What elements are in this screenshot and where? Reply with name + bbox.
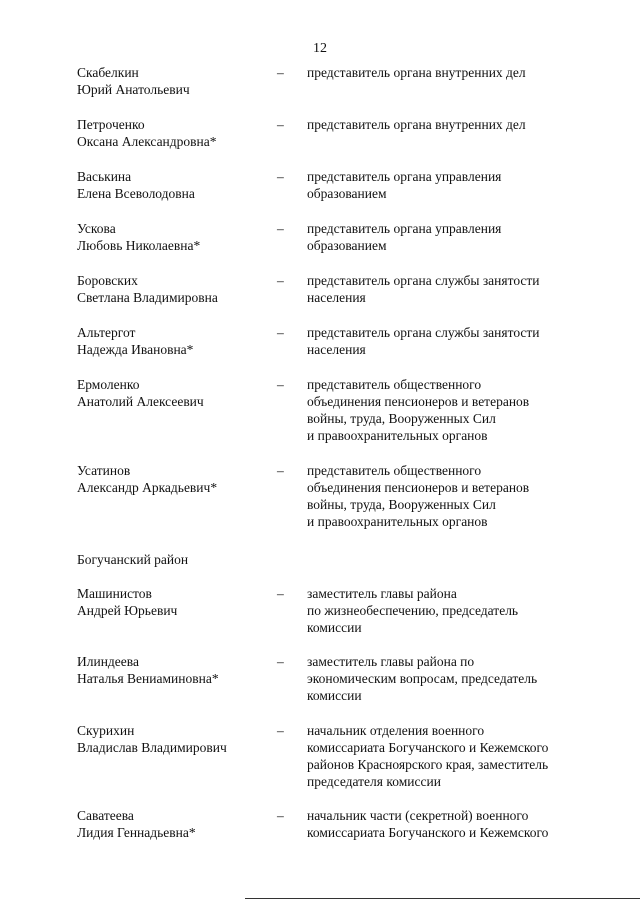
member-role bbox=[307, 64, 607, 81]
member-name bbox=[77, 272, 267, 306]
member-role-line: заместитель главы района по bbox=[307, 654, 475, 669]
member-role-line: войны, труда, Вооруженных Сил bbox=[307, 497, 496, 512]
member-name-line: Петроченко bbox=[77, 117, 145, 132]
member-role bbox=[307, 324, 607, 358]
dash-separator: – bbox=[277, 654, 284, 669]
dash-separator: – bbox=[277, 273, 284, 288]
dash-separator: – bbox=[277, 586, 284, 601]
member-name-line: Васькина bbox=[77, 169, 132, 184]
member-name-line: Ермоленко bbox=[77, 377, 140, 392]
member-role-line: населения bbox=[307, 342, 366, 357]
member-name-line: Илиндеева bbox=[77, 654, 139, 669]
section-heading: Богучанский район bbox=[77, 552, 189, 567]
member-name-line: Ускова bbox=[77, 221, 116, 236]
member-name bbox=[77, 220, 267, 254]
member-role-line: представитель общественного bbox=[307, 377, 482, 392]
member-role-line: войны, труда, Вооруженных Сил bbox=[307, 411, 496, 426]
member-name-line: Боровских bbox=[77, 273, 138, 288]
member-name-line: Светлана Владимировна bbox=[77, 290, 218, 305]
member-name-line: Надежда Ивановна* bbox=[77, 342, 194, 357]
member-name-line: Саватеева bbox=[77, 808, 134, 823]
member-role bbox=[307, 653, 607, 704]
member-name bbox=[77, 653, 267, 687]
member-name bbox=[77, 376, 267, 410]
member-name-line: Усатинов bbox=[77, 463, 131, 478]
member-role-line: представитель органа службы занятости bbox=[307, 325, 540, 340]
member-role-line: начальник части (секретной) военного bbox=[307, 808, 529, 823]
member-role bbox=[307, 585, 607, 636]
member-name-line: Анатолий Алексеевич bbox=[77, 394, 204, 409]
member-name-line: Наталья Вениаминовна* bbox=[77, 671, 219, 686]
member-name bbox=[77, 585, 267, 619]
member-role bbox=[307, 722, 607, 790]
member-role-line: комиссариата Богучанского и Кежемского bbox=[307, 740, 549, 755]
member-name-line: Оксана Александровна* bbox=[77, 134, 217, 149]
member-name-line: Александр Аркадьевич* bbox=[77, 480, 218, 495]
member-role-line: населения bbox=[307, 290, 366, 305]
dash-separator: – bbox=[277, 463, 284, 478]
member-name bbox=[77, 807, 267, 841]
member-name bbox=[77, 116, 267, 150]
member-role-line: представитель общественного bbox=[307, 463, 482, 478]
dash-separator: – bbox=[277, 325, 284, 340]
dash-separator: – bbox=[277, 117, 284, 132]
member-role-line: и правоохранительных органов bbox=[307, 514, 488, 529]
member-name-line: Любовь Николаевна* bbox=[77, 238, 201, 253]
dash-separator: – bbox=[277, 169, 284, 184]
member-role-line: представитель органа внутренних дел bbox=[307, 117, 526, 132]
member-role-line: представитель органа службы занятости bbox=[307, 273, 540, 288]
member-name bbox=[77, 722, 267, 756]
dash-separator: – bbox=[277, 723, 284, 738]
member-role-line: начальник отделения военного bbox=[307, 723, 485, 738]
dash-separator: – bbox=[277, 65, 284, 80]
page-number: 12 bbox=[313, 41, 327, 56]
bottom-rule bbox=[245, 898, 640, 899]
member-role bbox=[307, 272, 607, 306]
member-role-line: представитель органа внутренних дел bbox=[307, 65, 526, 80]
member-role-line: образованием bbox=[307, 238, 387, 253]
member-role-line: комиссии bbox=[307, 620, 362, 635]
dash-separator: – bbox=[277, 808, 284, 823]
member-role-line: представитель органа управления bbox=[307, 221, 502, 236]
member-name-line: Альтергот bbox=[77, 325, 136, 340]
member-role bbox=[307, 220, 607, 254]
member-role bbox=[307, 376, 607, 444]
member-name bbox=[77, 462, 267, 496]
member-role-line: объединения пенсионеров и ветеранов bbox=[307, 394, 530, 409]
member-role bbox=[307, 168, 607, 202]
member-role-line: по жизнеобеспечению, председатель bbox=[307, 603, 519, 618]
member-role bbox=[307, 462, 607, 530]
member-name bbox=[77, 64, 267, 98]
member-name-line: Андрей Юрьевич bbox=[77, 603, 178, 618]
member-name-line: Юрий Анатольевич bbox=[77, 82, 190, 97]
member-role-line: комиссариата Богучанского и Кежемского bbox=[307, 825, 549, 840]
member-name bbox=[77, 168, 267, 202]
member-role bbox=[307, 116, 607, 133]
dash-separator: – bbox=[277, 377, 284, 392]
member-name-line: Скабелкин bbox=[77, 65, 139, 80]
member-role-line: районов Красноярского края, заместитель bbox=[307, 757, 549, 772]
dash-separator: – bbox=[277, 221, 284, 236]
member-role-line: представитель органа управления bbox=[307, 169, 502, 184]
member-role-line: и правоохранительных органов bbox=[307, 428, 488, 443]
member-name-line: Елена Всеволодовна bbox=[77, 186, 195, 201]
member-name-line: Владислав Владимирович bbox=[77, 740, 227, 755]
member-role-line: заместитель главы района bbox=[307, 586, 457, 601]
member-role-line: экономическим вопросам, председатель bbox=[307, 671, 538, 686]
member-name-line: Машинистов bbox=[77, 586, 152, 601]
member-role bbox=[307, 807, 607, 841]
member-role-line: председателя комиссии bbox=[307, 774, 441, 789]
member-role-line: образованием bbox=[307, 186, 387, 201]
member-role-line: объединения пенсионеров и ветеранов bbox=[307, 480, 530, 495]
member-name-line: Скурихин bbox=[77, 723, 135, 738]
member-name bbox=[77, 324, 267, 358]
member-name-line: Лидия Геннадьевна* bbox=[77, 825, 196, 840]
member-role-line: комиссии bbox=[307, 688, 362, 703]
